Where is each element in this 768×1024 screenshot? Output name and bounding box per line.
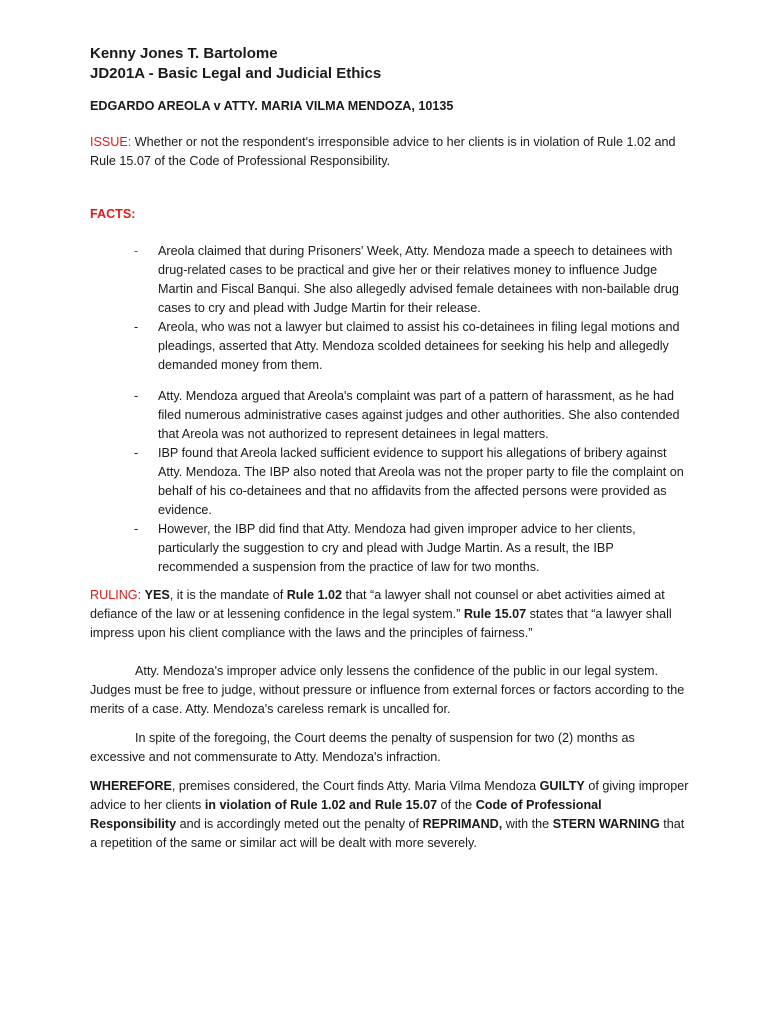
ruling-text: that “a lawyer shall not counsel or abet activities aimed at defiance of the law or at lessening confidence in the legal system.”	[90, 588, 665, 621]
wherefore-label: WHEREFORE	[90, 779, 172, 793]
rule-1-02: Rule 1.02	[286, 588, 343, 602]
bullet-dash: -	[134, 244, 139, 258]
wherefore-text: of giving improper advice to her clients	[90, 779, 689, 812]
ruling-paragraph	[90, 586, 690, 643]
ruling-text: states that “a lawyer shall impress upon his client compliance with the laws and the principles of fairness.”	[90, 607, 672, 640]
issue-paragraph	[90, 133, 690, 171]
wherefore-text: that a repetition of the same or similar act will be dealt with more severely.	[90, 817, 685, 850]
bullet-dash: -	[134, 389, 139, 403]
stern-warning: STERN WARNING	[552, 817, 660, 831]
ruling-paragraph-2: Atty. Mendoza's improper advice only lessens the confidence of the public in our legal system. Judges must be free to judge, without pressure or influence from external forces or factors according to the merits of a case. Atty. Mendoza's careless remark is uncalled for.	[90, 664, 685, 716]
violation-text: in violation of Rule 1.02 and Rule 15.07	[204, 798, 438, 812]
fact-text: IBP found that Areola lacked sufficient evidence to support his allegations of bribery against Atty. Mendoza. The IBP also noted that Areola was not the proper party to file the complaint on behalf of his co-detainees and that no affidavits from the affected persons were provided as evidence.	[158, 446, 684, 517]
wherefore-text: and is accordingly meted out the penalty of	[176, 817, 423, 831]
bullet-dash: -	[134, 320, 139, 334]
ruling-text: , it is the mandate of	[169, 588, 287, 602]
wherefore-text: with the	[502, 817, 553, 831]
bullet-dash: -	[134, 522, 139, 536]
list-item	[90, 242, 690, 318]
facts-list	[90, 242, 690, 577]
ruling-label: RULING:	[90, 588, 142, 602]
guilty-verdict: GUILTY	[539, 779, 585, 793]
author-name: Kenny Jones T. Bartolome	[90, 45, 278, 62]
penalty-reprimand: REPRIMAND,	[422, 817, 503, 831]
wherefore-text: , premises considered, the Court finds Atty. Maria Vilma Mendoza	[171, 779, 540, 793]
fact-text: Areola claimed that during Prisoners' Week, Atty. Mendoza made a speech to detainees with drug-related cases to be practical and give her or their relatives money to influence Judge Martin and Fiscal Banqui. She also allegedly advised female detainees with non-bailable drug cases to cry and plead with Judge Martin for their release.	[158, 244, 679, 315]
code-name: Code of Professional Responsibility	[90, 798, 602, 831]
list-item	[90, 444, 690, 520]
issue-text: Whether or not the respondent's irresponsible advice to her clients is in violation of Rule 1.02 and Rule 15.07 of the Code of Professional Responsibility.	[90, 135, 676, 168]
list-item	[90, 520, 690, 577]
wherefore-text: of the	[437, 798, 476, 812]
document-content	[90, 44, 690, 853]
fact-text: Atty. Mendoza argued that Areola's complaint was part of a pattern of harassment, as he had filed numerous administrative cases against judges and other authorities. She also contended that Areola was not authorized to represent detainees in legal matters.	[158, 389, 680, 441]
bullet-dash: -	[134, 446, 139, 460]
fact-text: Areola, who was not a lawyer but claimed to assist his co-detainees in filing legal motions and pleadings, asserted that Atty. Mendoza scolded detainees for seeking his help and allegedly demanded money from them.	[158, 320, 680, 372]
ruling-paragraph-3: In spite of the foregoing, the Court deems the penalty of suspension for two (2) months as excessive and not commensurate to Atty. Mendoza's infraction.	[90, 731, 635, 764]
list-item	[90, 318, 690, 375]
course-title: JD201A - Basic Legal and Judicial Ethics	[90, 65, 382, 82]
list-item	[90, 387, 690, 444]
rule-15-07: Rule 15.07	[463, 607, 527, 621]
facts-heading: FACTS:	[90, 207, 136, 221]
ruling-yes: YES	[144, 588, 170, 602]
issue-label: ISSUE:	[90, 135, 132, 149]
fact-text: However, the IBP did find that Atty. Mendoza had given improper advice to her clients, particularly the suggestion to cry and plead with Judge Martin. As a result, the IBP recommended a suspension from the practice of law for two months.	[158, 522, 636, 574]
wherefore-paragraph	[90, 777, 690, 853]
case-title: EDGARDO AREOLA v ATTY. MARIA VILMA MENDOZA, 10135	[90, 99, 454, 113]
